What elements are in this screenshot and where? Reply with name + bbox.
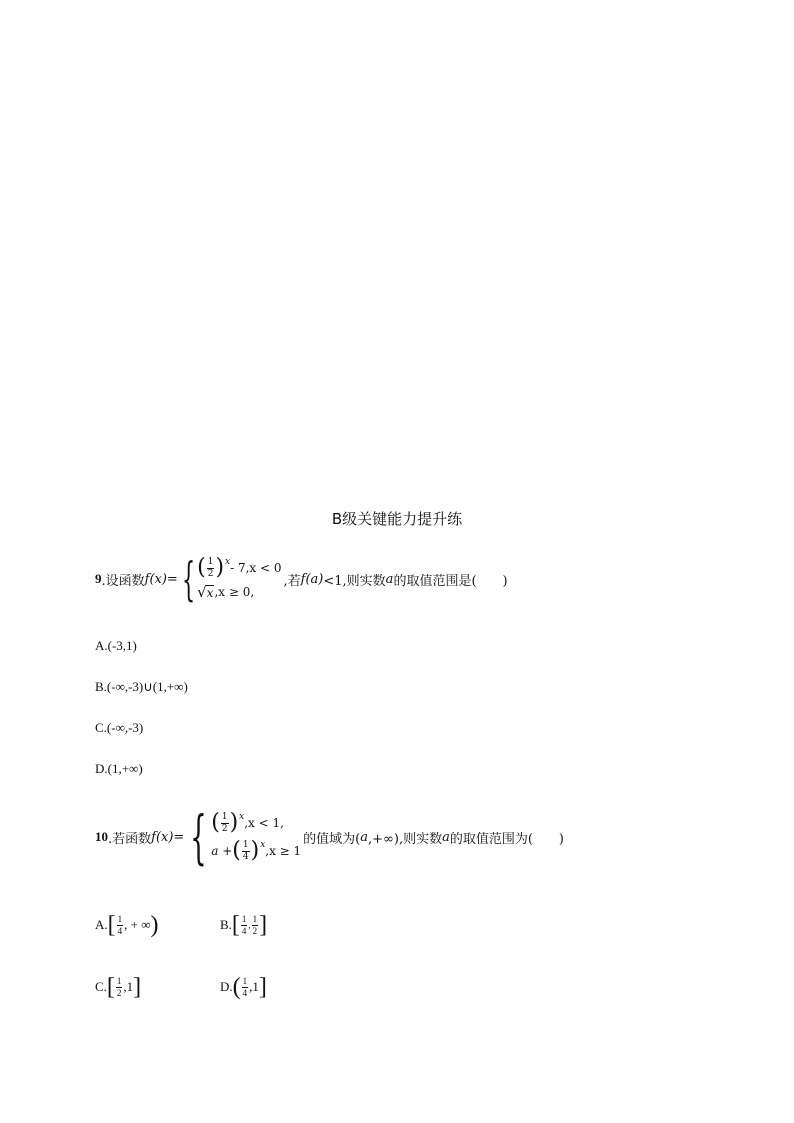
fraction: $\frac{1}{4}$ — [241, 913, 247, 936]
radical-sign-icon: √ — [197, 583, 207, 601]
square-root: √ x — [197, 583, 214, 601]
exponent: x — [225, 557, 231, 567]
exponent: x — [260, 840, 266, 850]
function-name: f(x)= — [144, 571, 178, 587]
cases — [197, 557, 281, 601]
option-a[interactable]: A.(-3,1) — [95, 638, 137, 653]
option-a[interactable]: A. [ $\frac{1}{4}$ , + ∞ ) — [95, 912, 159, 938]
fraction: $\frac{1}{4}$ — [242, 975, 248, 998]
option-d[interactable]: D.(1,+∞) — [95, 761, 143, 776]
function-name: f(x)= — [151, 829, 185, 845]
option-b[interactable]: B.(-∞,-3)∪(1,+∞) — [95, 679, 188, 694]
case-condition: ,x < 1, — [244, 816, 284, 830]
fraction: $\frac{1}{4}$ — [242, 839, 249, 862]
case-2 — [197, 583, 281, 601]
left-brace: { — [181, 552, 196, 606]
case-condition: - 7,x < 0 — [230, 561, 282, 575]
fraction: $\frac{1}{2}$ — [252, 913, 258, 936]
question-prefix: .设函数 — [101, 573, 145, 589]
option-d[interactable]: D. ( $\frac{1}{4}$ ,1 ] — [220, 974, 267, 1000]
fraction: $\frac{1}{2}$ — [116, 975, 122, 998]
question-number: 10 — [95, 829, 108, 844]
option-b[interactable]: B. [ $\frac{1}{4}$ , $\frac{1}{2}$ ] — [220, 912, 268, 938]
question-number: 9 — [95, 571, 102, 586]
cases — [211, 812, 301, 862]
question-9: 9 .设函数 f(x)= { ( $\frac{1}{2}$ ) $^x$ - 7,x < 0 √ x ,x ≥ 0, ,若 f(a) <1,则实数 a 的取值范围是( ) — [95, 552, 508, 606]
fraction: $\frac{1}{2}$ — [207, 556, 214, 579]
option-c[interactable]: C.(-∞,-3) — [95, 720, 144, 735]
exponent: x — [239, 812, 245, 822]
piecewise-definition — [186, 803, 302, 871]
section-title: B级关键能力提升练 — [331, 510, 463, 528]
fraction: $\frac{1}{4}$ — [117, 913, 123, 936]
option-c[interactable]: C. [ $\frac{1}{2}$ ,1 ] — [95, 974, 142, 1000]
case-1: ( $\frac{1}{2}$ ) $^x$ - 7,x < 0 — [197, 555, 282, 580]
left-brace: { — [190, 803, 208, 871]
question-prefix: .若函数 — [108, 831, 152, 847]
fraction: $\frac{1}{2}$ — [221, 811, 228, 834]
question-10: 10 .若函数 f(x)= { ( $\frac{1}{2}$ ) $^x$ ,x < 1, a + ( $\frac{1}{4}$ ) $^x$ ,x ≥ 1 的值域为( a ,+∞),则实数 a 的取值范围为( ) — [95, 803, 564, 871]
piecewise-definition — [180, 552, 282, 606]
case-condition: ,x ≥ 0, — [214, 585, 255, 599]
case-1: ( $\frac{1}{2}$ ) $^x$ ,x < 1, — [211, 810, 284, 835]
case-2: a + ( $\frac{1}{4}$ ) $^x$ ,x ≥ 1 — [211, 838, 302, 863]
case-condition: ,x ≥ 1 — [265, 844, 302, 858]
